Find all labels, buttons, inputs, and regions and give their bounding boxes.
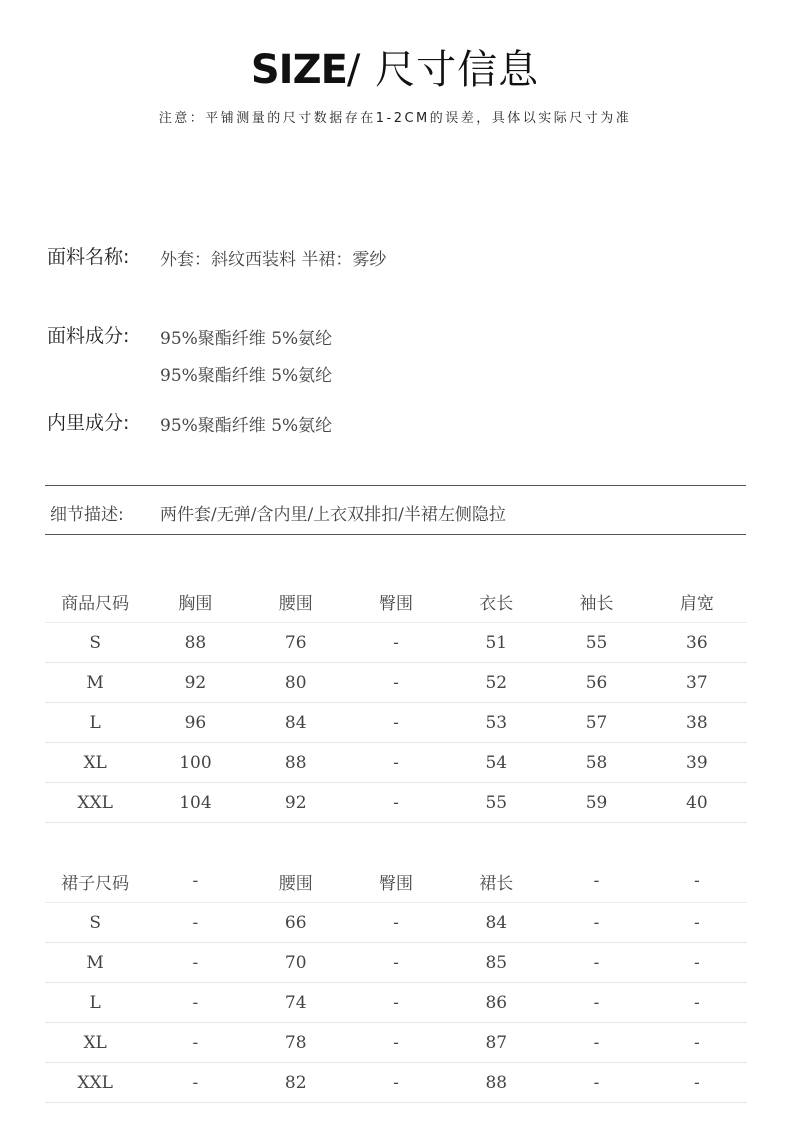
table-cell: 55 (446, 783, 546, 823)
table-row (45, 1063, 747, 1103)
table-cell: 38 (647, 703, 747, 743)
table-cell: XL (45, 1023, 145, 1063)
table-cell: 88 (246, 743, 346, 783)
table-header-row (45, 580, 747, 623)
table-cell: 58 (546, 743, 646, 783)
table-cell: - (647, 1023, 747, 1063)
table-row (45, 903, 747, 943)
table-cell: 85 (446, 943, 546, 983)
table-cell: - (546, 943, 646, 983)
table-cell: 53 (446, 703, 546, 743)
table-cell: M (45, 663, 145, 703)
fabric-name-label: 面料名称: (47, 246, 130, 268)
table-cell: 84 (246, 703, 346, 743)
table-cell: XL (45, 743, 145, 783)
table-cell: M (45, 943, 145, 983)
table-row (45, 943, 747, 983)
table-cell: 39 (647, 743, 747, 783)
header-cell: 胸围 (145, 580, 245, 623)
table-cell: - (346, 623, 446, 663)
header-cell: 臀围 (346, 860, 446, 903)
table-cell: 57 (546, 703, 646, 743)
table-cell: 92 (246, 783, 346, 823)
details-top-divider (45, 485, 746, 486)
header-cell: - (145, 860, 245, 903)
header-cell: - (546, 860, 646, 903)
header-cell: 袖长 (546, 580, 646, 623)
table-cell: 88 (446, 1063, 546, 1103)
table-cell: L (45, 703, 145, 743)
table-row (45, 663, 747, 703)
table-cell: 96 (145, 703, 245, 743)
header-cell: 肩宽 (647, 580, 747, 623)
table-row (45, 743, 747, 783)
header-cell: 腰围 (246, 860, 346, 903)
table-cell: - (346, 1023, 446, 1063)
table-cell: L (45, 983, 145, 1023)
table-cell: - (546, 903, 646, 943)
table-cell: - (145, 943, 245, 983)
table-cell: 55 (546, 623, 646, 663)
table-cell: - (145, 1063, 245, 1103)
table-cell: 104 (145, 783, 245, 823)
table-cell: 40 (647, 783, 747, 823)
table-cell: - (546, 983, 646, 1023)
details-label: 细节描述: (50, 505, 124, 525)
table-row (45, 983, 747, 1023)
header-cell: 商品尺码 (45, 580, 145, 623)
table-cell: 76 (246, 623, 346, 663)
table-cell: - (346, 1063, 446, 1103)
table-cell: 80 (246, 663, 346, 703)
table-cell: 84 (446, 903, 546, 943)
table-cell: - (346, 703, 446, 743)
lining-composition-value: 95%聚酯纤维 5%氨纶 (160, 416, 333, 436)
header-cell: - (647, 860, 747, 903)
table-cell: S (45, 623, 145, 663)
table-row (45, 1023, 747, 1063)
table-cell: 59 (546, 783, 646, 823)
table-cell: - (647, 903, 747, 943)
table-cell: - (647, 943, 747, 983)
table-cell: - (647, 1063, 747, 1103)
table-cell: - (346, 783, 446, 823)
measurement-note: 注意：平铺测量的尺寸数据存在1-2CM的误差，具体以实际尺寸为准 (158, 111, 632, 126)
table-cell: 100 (145, 743, 245, 783)
header-cell: 裙子尺码 (45, 860, 145, 903)
table-row (45, 623, 747, 663)
table-cell: - (546, 1063, 646, 1103)
jacket-size-table (45, 580, 747, 823)
details-bottom-divider (45, 534, 746, 535)
page-title (0, 38, 790, 95)
table-cell: - (346, 943, 446, 983)
skirt-size-table (45, 860, 747, 1103)
fabric-name-value: 外套：斜纹西装料 半裙：雾纱 (160, 250, 387, 270)
table-cell: - (647, 983, 747, 1023)
table-cell: 86 (446, 983, 546, 1023)
header-cell: 衣长 (446, 580, 546, 623)
table-cell: - (145, 903, 245, 943)
details-value: 两件套/无弹/含内里/上衣双排扣/半裙左侧隐拉 (160, 505, 506, 525)
table-cell: XXL (45, 783, 145, 823)
table-cell: 66 (246, 903, 346, 943)
table-cell: S (45, 903, 145, 943)
table-cell: 36 (647, 623, 747, 663)
table-cell: 52 (446, 663, 546, 703)
fabric-composition-label: 面料成分: (47, 325, 130, 347)
table-cell: 82 (246, 1063, 346, 1103)
table-cell: 74 (246, 983, 346, 1023)
table-cell: - (145, 983, 245, 1023)
header-cell: 裙长 (446, 860, 546, 903)
table-cell: - (346, 663, 446, 703)
title-zh: / 尺寸信息 (346, 47, 540, 93)
table-cell: 37 (647, 663, 747, 703)
lining-composition-label: 内里成分: (47, 412, 130, 434)
table-cell: 51 (446, 623, 546, 663)
fabric-composition-line2: 95%聚酯纤维 5%氨纶 (160, 366, 333, 386)
table-cell: 70 (246, 943, 346, 983)
table-row (45, 783, 747, 823)
table-cell: 88 (145, 623, 245, 663)
table-cell: - (346, 903, 446, 943)
table-cell: 87 (446, 1023, 546, 1063)
table-cell: 92 (145, 663, 245, 703)
header-cell: 臀围 (346, 580, 446, 623)
header-cell: 腰围 (246, 580, 346, 623)
table-cell: - (145, 1023, 245, 1063)
title-en: SIZE (250, 47, 347, 93)
table-cell: 56 (546, 663, 646, 703)
table-header-row (45, 860, 747, 903)
table-cell: 78 (246, 1023, 346, 1063)
fabric-composition-line1: 95%聚酯纤维 5%氨纶 (160, 329, 333, 349)
table-cell: - (546, 1023, 646, 1063)
table-row (45, 703, 747, 743)
table-cell: - (346, 983, 446, 1023)
table-cell: XXL (45, 1063, 145, 1103)
table-cell: - (346, 743, 446, 783)
table-cell: 54 (446, 743, 546, 783)
